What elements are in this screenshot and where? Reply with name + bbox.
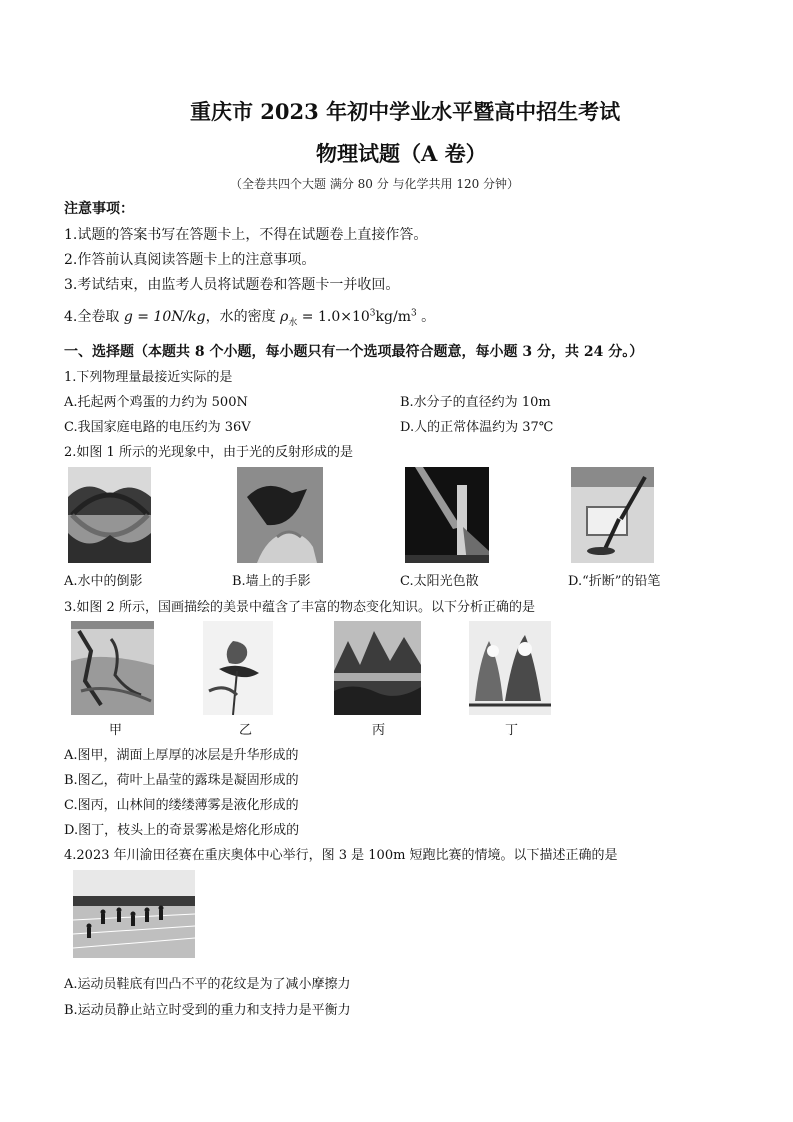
bridge-reflection-photo	[68, 467, 151, 563]
q2-caption-a: A.水中的倒影	[64, 574, 143, 589]
q1-option-c: C.我国家庭电路的电压约为 36V	[64, 420, 251, 435]
exam-note: （全卷共四个大题 满分 80 分 与化学共用 120 分钟）	[230, 177, 520, 191]
q2-stem: 2.如图 1 所示的光现象中，由于光的反射形成的是	[64, 445, 353, 460]
notice-heading: 注意事项：	[64, 201, 134, 217]
prism-dispersion-photo	[405, 467, 489, 563]
q3-stem: 3.如图 2 所示，国画描绘的美景中蕴含了丰富的物态变化知识。以下分析正确的是	[64, 600, 535, 615]
q1-option-b: B.水分子的直径约为 10m	[400, 395, 551, 410]
notice-item-1: 1.试题的答案书写在答题卡上，不得在试题卷上直接作答。	[64, 227, 428, 243]
q2-caption-b: B.墙上的手影	[232, 574, 311, 589]
painting-yi-photo	[203, 621, 273, 715]
notice-item-4-end: 。	[416, 309, 436, 325]
q3-option-d: D.图丁，枝头上的奇景雾凇是熔化形成的	[64, 823, 300, 838]
painting-ding-photo	[469, 621, 551, 715]
exam-title: 重庆市 2023 年初中学业水平暨高中招生考试	[190, 99, 621, 124]
q3-option-a: A.图甲，湖面上厚厚的冰层是升华形成的	[64, 748, 299, 763]
figure2-label-yi: 乙	[239, 723, 253, 738]
rho-subscript: 水	[288, 317, 298, 328]
notice-item-4-prefix: 4.全卷取	[64, 309, 124, 325]
gravity-constant: g = 10N/kg	[123, 309, 206, 325]
sprint-race-photo	[73, 870, 195, 958]
section1-heading: 一、选择题（本题共 8 个小题，每小题只有一个选项最符合题意，每小题 3 分，共 24 分。）	[64, 344, 644, 360]
q4-option-a: A.运动员鞋底有凹凸不平的花纹是为了减小摩擦力	[64, 977, 351, 992]
q2-caption-c: C.太阳光色散	[400, 574, 479, 589]
density-exponent: 3	[369, 308, 376, 319]
q4-stem: 4.2023 年川渝田径赛在重庆奥体中心举行，图 3 是 100m 短跑比赛的情境。以下描述正确的是	[64, 848, 618, 863]
q1-option-d: D.人的正常体温约为 37℃	[400, 420, 554, 435]
q1-option-a: A.托起两个鸡蛋的力约为 500N	[64, 395, 248, 410]
q3-option-c: C.图丙，山林间的缕缕薄雾是液化形成的	[64, 798, 299, 813]
figure2-label-jia: 甲	[109, 723, 123, 738]
density-value: = 1.0×10	[297, 309, 370, 325]
bent-pencil-photo	[571, 467, 654, 563]
hand-shadow-photo	[237, 467, 323, 563]
notice-item-2: 2.作答前认真阅读答题卡上的注意事项。	[64, 252, 316, 268]
notice-item-3: 3.考试结束，由监考人员将试题卷和答题卡一并收回。	[64, 277, 400, 293]
painting-jia-photo	[71, 621, 154, 715]
notice-item-4	[64, 306, 435, 328]
density-unit: kg/m	[375, 309, 411, 325]
q2-caption-d: D.“折断”的铅笔	[568, 574, 661, 589]
q3-option-b: B.图乙，荷叶上晶莹的露珠是凝固形成的	[64, 773, 299, 788]
density-unit-exponent: 3	[410, 308, 417, 319]
painting-bing-photo	[334, 621, 421, 715]
q1-stem: 1.下列物理量最接近实际的是	[64, 370, 233, 385]
exam-subtitle: 物理试题（A 卷）	[316, 141, 487, 166]
notice-item-4-mid: ，水的密度	[205, 309, 281, 325]
figure2-label-ding: 丁	[505, 723, 519, 738]
rho-symbol: ρ	[280, 309, 289, 325]
figure2-label-bing: 丙	[372, 723, 386, 738]
q4-option-b: B.运动员静止站立时受到的重力和支持力是平衡力	[64, 1003, 351, 1018]
